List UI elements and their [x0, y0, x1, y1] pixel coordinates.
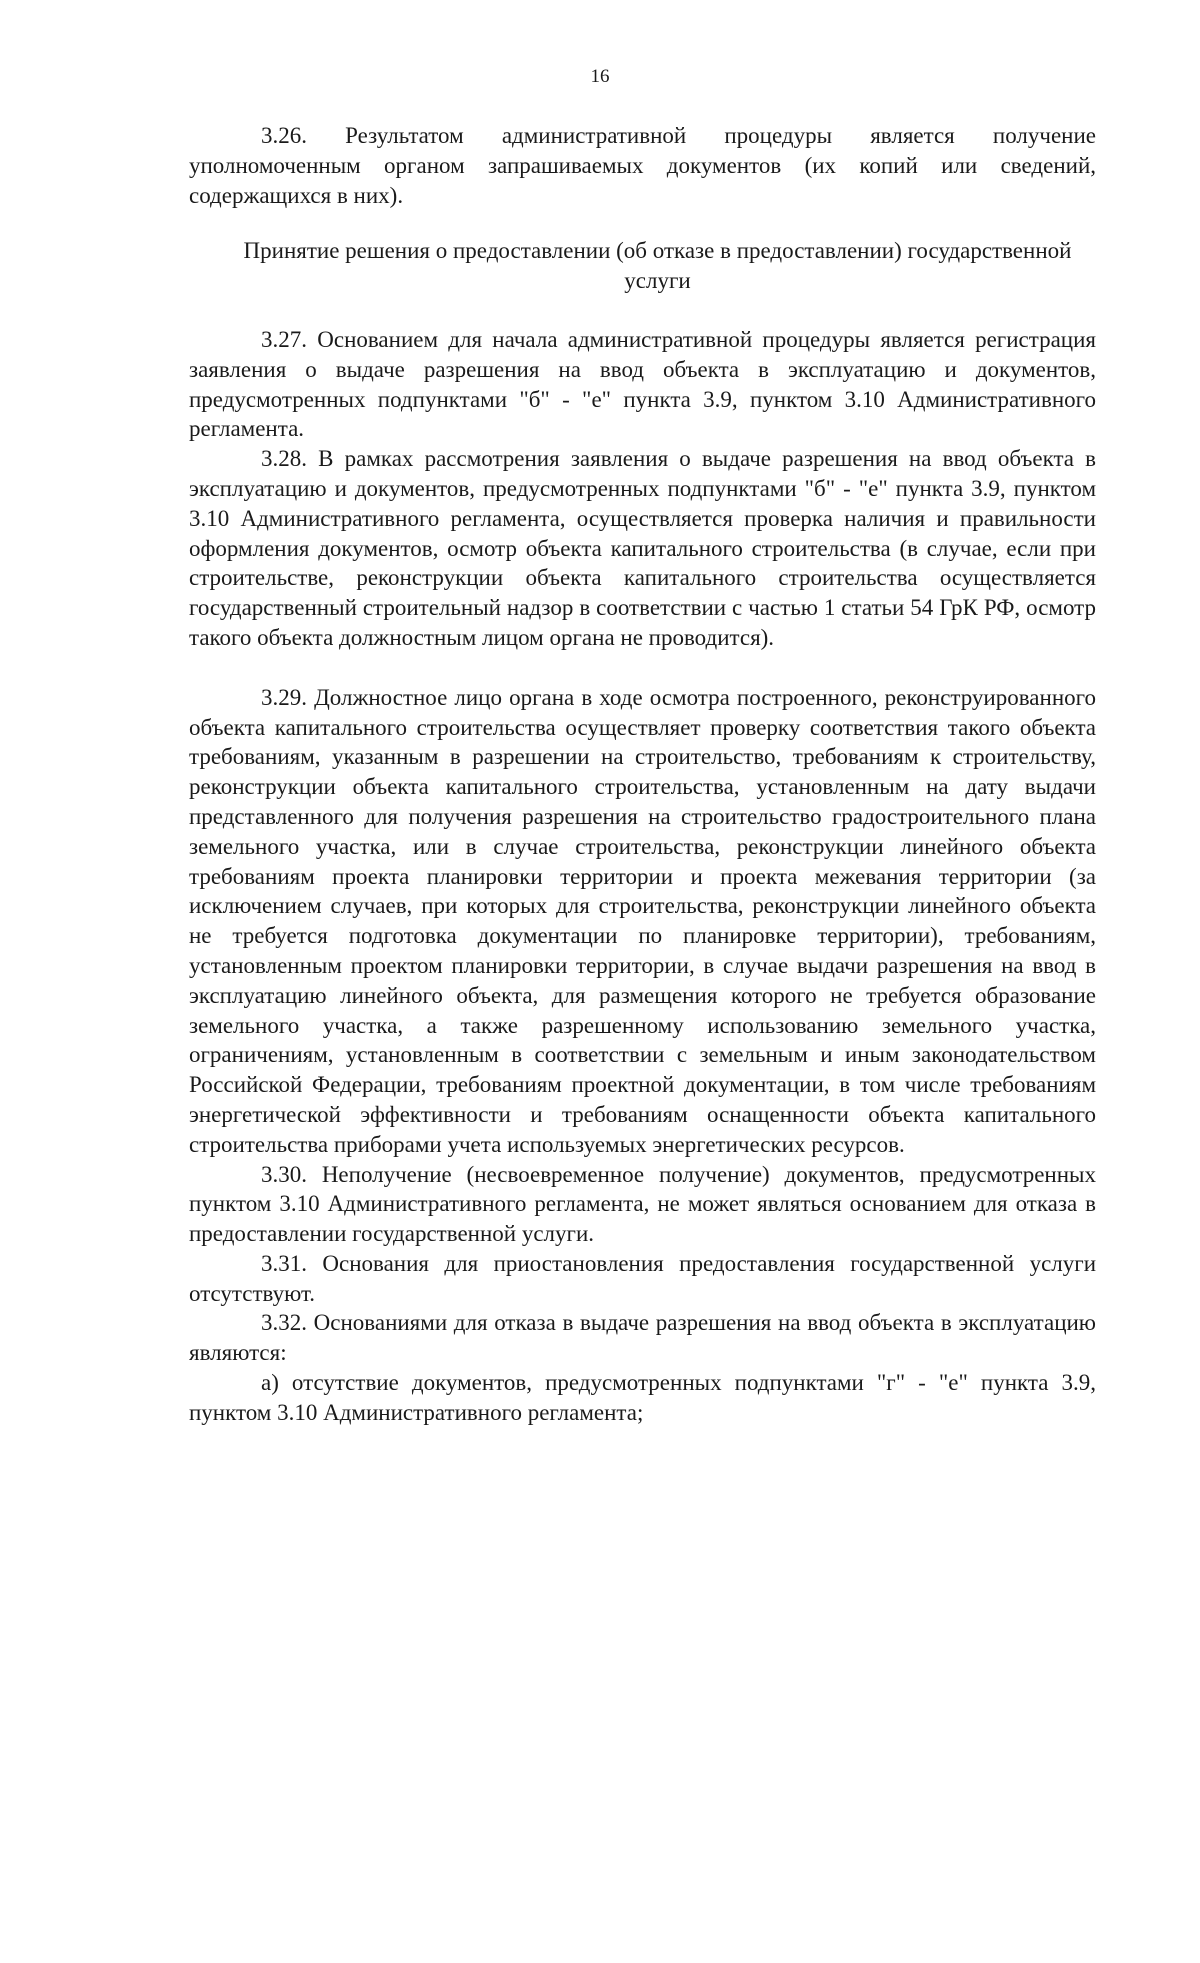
paragraph-3-26: 3.26. Результатом административной процедуры является получение уполномоченным органом запрашиваемых документов (их копий или сведений, содержащихся в них).	[189, 123, 1096, 208]
section-heading: Принятие решения о предоставлении (об отказе в предоставлении) государственной услуги	[243, 238, 1072, 294]
paragraph-3-29: 3.29. Должностное лицо органа в ходе осмотра построенного, реконструированного объекта капитального строительства осуществляет проверку соответствия такого объекта требованиям, указанным в разрешении на строительство, требованиям к строительству, реконструкции объекта капитального строительства, установленным на дату выдачи представленного для получения разрешения на строительство градостроительного плана земельного участка, или в случае строительства, реконструкции линейного объекта требованиям проекта планировки территории и проекта межевания территории (за исключением случаев, при которых для строительства, реконструкции линейного объекта не требуется подготовка документации по планировке территории), требованиям, установленным проектом планировки территории, в случае выдачи разрешения на ввод в эксплуатацию линейного объекта, для размещения которого не требуется образование земельного участка, а также разрешенному использованию земельного участка, ограничениям, установленным в соответствии с земельным и иным законодательством Российской Федерации, требованиям проектной документации, в том числе требованиям энергетической эффективности и требованиям оснащенности объекта капитального строительства приборами учета используемых энергетических ресурсов.	[189, 684, 1096, 1157]
paragraph-item-a: а) отсутствие документов, предусмотренных подпунктами "г" - "е" пункта 3.9, пунктом 3.10 Административного регламента;	[189, 1370, 1096, 1425]
page-number: 16	[590, 66, 610, 87]
paragraph-3-27: 3.27. Основанием для начала административной процедуры является регистрация заявления о выдаче разрешения на ввод объекта в эксплуатацию и документов, предусмотренных подпунктами "б" - "е" пункта 3.9, пунктом 3.10 Административного регламента.	[189, 326, 1096, 442]
document-body	[189, 121, 1096, 1428]
paragraph-3-31: 3.31. Основания для приостановления предоставления государственной услуги отсутствуют.	[189, 1250, 1096, 1306]
paragraph-3-30: 3.30. Неполучение (несвоевременное получение) документов, предусмотренных пунктом 3.10 Административного регламента, не может являться основанием для отказа в предоставлении государственной услуги.	[189, 1161, 1096, 1247]
paragraph-3-28: 3.28. В рамках рассмотрения заявления о выдаче разрешения на ввод объекта в эксплуатацию и документов, предусмотренных подпунктами "б" - "е" пункта 3.9, пунктом 3.10 Административного регламента, осуществляется проверка наличия и правильности оформления документов, осмотр объекта капитального строительства (в случае, если при строительстве, реконструкции объекта капитального строительства осуществляется государственный строительный надзор в соответствии с частью 1 статьи 54 ГрК РФ, осмотр такого объекта должностным лицом органа не проводится).	[189, 446, 1096, 650]
paragraph-3-32: 3.32. Основаниями для отказа в выдаче разрешения на ввод объекта в эксплуатацию являются:	[189, 1310, 1096, 1366]
